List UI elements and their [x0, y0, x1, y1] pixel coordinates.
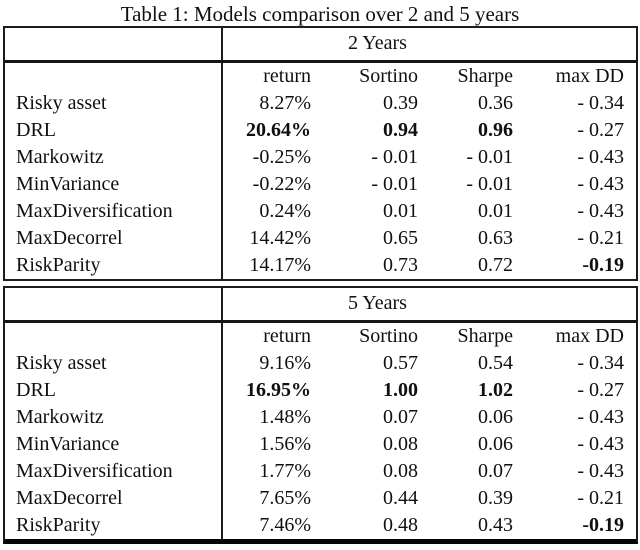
cell-max-dd: - 0.34 [577, 352, 624, 374]
cell-max-dd: - 0.43 [577, 200, 624, 222]
period-label: 2 Years [348, 32, 407, 54]
cell-return: 9.16% [259, 352, 311, 374]
cell-max-dd: - 0.27 [577, 379, 624, 401]
cell-sharpe: 0.06 [478, 406, 513, 428]
cell-return: 7.46% [259, 514, 311, 536]
cell-return: 1.77% [259, 460, 311, 482]
cell-sharpe: 1.02 [478, 379, 513, 401]
section-body-5-years [3, 323, 638, 544]
row-spacer [624, 144, 636, 171]
cell-sharpe: - 0.01 [466, 173, 513, 195]
column-header-blank [5, 63, 223, 90]
cell-return: -0.25% [252, 146, 311, 168]
column-header-max-dd: max DD [555, 325, 624, 347]
row-label: Risky asset [5, 350, 223, 377]
row-spacer [624, 90, 636, 117]
cell-sortino: 0.44 [383, 487, 418, 509]
cell-sortino: - 0.01 [371, 173, 418, 195]
cell-return: 8.27% [259, 92, 311, 114]
cell-sortino: 0.94 [383, 119, 418, 141]
column-header-row [5, 63, 636, 90]
row-label: MinVariance [5, 171, 223, 198]
cell-sharpe: 0.43 [478, 514, 513, 536]
table-row-markowitz [5, 404, 636, 431]
column-header-sharpe: Sharpe [457, 65, 513, 87]
row-spacer [624, 512, 636, 539]
row-spacer [624, 377, 636, 404]
row-label: RiskParity [5, 252, 223, 279]
row-spacer [624, 485, 636, 512]
cell-max-dd: - 0.43 [577, 433, 624, 455]
row-spacer [624, 350, 636, 377]
row-spacer [624, 323, 636, 350]
cell-sharpe: 0.07 [478, 460, 513, 482]
table-row-riskparity [5, 252, 636, 279]
row-label: MaxDecorrel [5, 485, 223, 512]
row-label: MaxDecorrel [5, 225, 223, 252]
table-row-riskparity [5, 512, 636, 539]
cell-sortino: 0.73 [383, 254, 418, 276]
row-spacer [624, 63, 636, 90]
row-label: RiskParity [5, 512, 223, 539]
column-header-sortino: Sortino [359, 325, 418, 347]
cell-sortino: 0.48 [383, 514, 418, 536]
row-spacer [624, 198, 636, 225]
row-label: DRL [5, 377, 223, 404]
column-header-return: return [263, 325, 311, 347]
table-row-risky-asset [5, 90, 636, 117]
cell-max-dd: -0.19 [582, 514, 624, 536]
cell-return: -0.22% [252, 173, 311, 195]
period-label: 5 Years [348, 292, 407, 314]
row-label: MaxDiversification [5, 198, 223, 225]
cell-sharpe: 0.72 [478, 254, 513, 276]
cell-return: 1.56% [259, 433, 311, 455]
cell-max-dd: - 0.43 [577, 460, 624, 482]
table-row-maxdecorrel [5, 225, 636, 252]
models-comparison-table [3, 26, 638, 544]
table-row-maxdiversification [5, 198, 636, 225]
cell-return: 0.24% [259, 200, 311, 222]
period-header-spacer [5, 28, 223, 60]
row-spacer [624, 171, 636, 198]
row-label: DRL [5, 117, 223, 144]
cell-return: 14.17% [249, 254, 311, 276]
cell-max-dd: - 0.34 [577, 92, 624, 114]
cell-max-dd: - 0.21 [577, 487, 624, 509]
cell-max-dd: - 0.43 [577, 173, 624, 195]
column-header-sortino: Sortino [359, 65, 418, 87]
cell-sortino: 0.01 [383, 200, 418, 222]
row-label: Markowitz [5, 144, 223, 171]
row-spacer [624, 117, 636, 144]
cell-return: 20.64% [246, 119, 311, 141]
table-row-maxdecorrel [5, 485, 636, 512]
table-row-maxdiversification [5, 458, 636, 485]
column-header-sharpe: Sharpe [457, 325, 513, 347]
cell-sortino: 0.65 [383, 227, 418, 249]
column-header-return: return [263, 65, 311, 87]
table-row-markowitz [5, 144, 636, 171]
cell-sharpe: 0.54 [478, 352, 513, 374]
period-header-row-2-years [3, 26, 638, 63]
table-caption: Table 1: Models comparison over 2 and 5 years [120, 2, 520, 26]
table-row-minvariance [5, 431, 636, 458]
row-spacer [624, 431, 636, 458]
row-spacer [624, 458, 636, 485]
cell-sharpe: - 0.01 [466, 146, 513, 168]
row-label: Risky asset [5, 90, 223, 117]
cell-return: 1.48% [259, 406, 311, 428]
cell-sortino: - 0.01 [371, 146, 418, 168]
cell-sharpe: 0.96 [478, 119, 513, 141]
cell-max-dd: - 0.43 [577, 146, 624, 168]
table-row-minvariance [5, 171, 636, 198]
cell-sortino: 0.07 [383, 406, 418, 428]
cell-sharpe: 0.06 [478, 433, 513, 455]
cell-sharpe: 0.01 [478, 200, 513, 222]
cell-return: 7.65% [259, 487, 311, 509]
row-label: MaxDiversification [5, 458, 223, 485]
cell-sortino: 0.08 [383, 433, 418, 455]
cell-max-dd: -0.19 [582, 254, 624, 276]
cell-sharpe: 0.39 [478, 487, 513, 509]
row-spacer [624, 225, 636, 252]
column-header-row [5, 323, 636, 350]
cell-sortino: 1.00 [383, 379, 418, 401]
row-spacer [624, 404, 636, 431]
row-label: MinVariance [5, 431, 223, 458]
cell-sortino: 0.39 [383, 92, 418, 114]
row-label: Markowitz [5, 404, 223, 431]
period-header-row-5-years [3, 286, 638, 323]
cell-return: 14.42% [249, 227, 311, 249]
cell-max-dd: - 0.27 [577, 119, 624, 141]
column-header-blank [5, 323, 223, 350]
cell-sortino: 0.57 [383, 352, 418, 374]
cell-max-dd: - 0.21 [577, 227, 624, 249]
section-body-2-years [3, 63, 638, 281]
cell-return: 16.95% [246, 379, 311, 401]
cell-max-dd: - 0.43 [577, 406, 624, 428]
table-row-risky-asset [5, 350, 636, 377]
cell-sortino: 0.08 [383, 460, 418, 482]
cell-sharpe: 0.36 [478, 92, 513, 114]
period-header-spacer [5, 288, 223, 320]
table-row-drl [5, 117, 636, 144]
cell-sharpe: 0.63 [478, 227, 513, 249]
column-header-max-dd: max DD [555, 65, 624, 87]
table-row-drl [5, 377, 636, 404]
row-spacer [624, 252, 636, 279]
